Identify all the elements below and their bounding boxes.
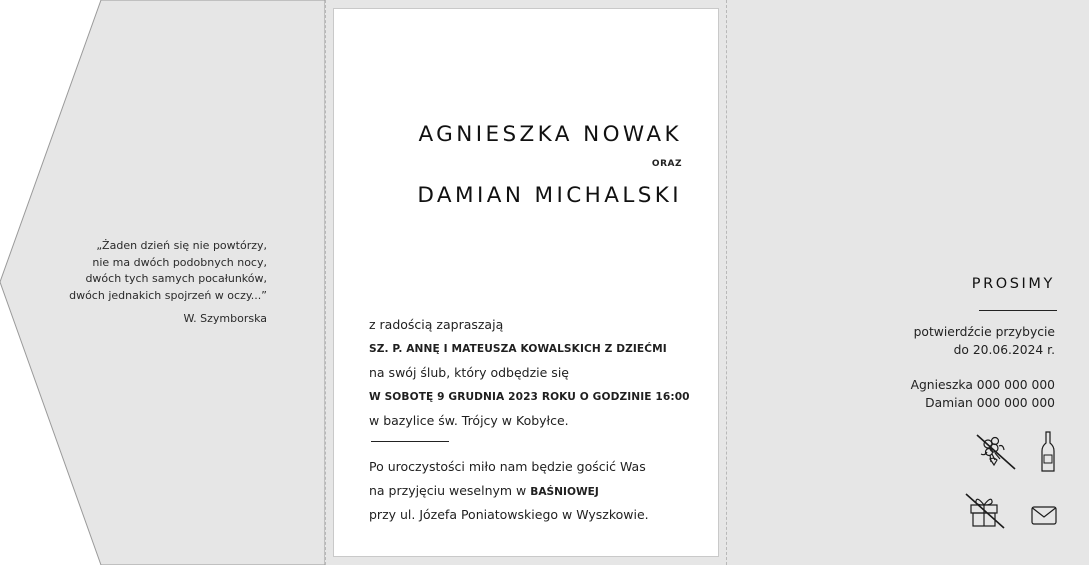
couple-names — [417, 122, 682, 208]
invitation-body — [369, 313, 699, 527]
quote-author: W. Szymborska — [183, 312, 267, 325]
wine-bottle-icon — [1040, 431, 1056, 473]
rsvp-heading: PROSIMY — [971, 276, 1055, 292]
rsvp-confirm-line-2: do 20.06.2024 r. — [953, 343, 1055, 357]
quote-line: „Żaden dzień się nie powtórzy, — [96, 239, 267, 252]
reception-line-1: Po uroczystości miło nam będzie gościć Was — [369, 459, 646, 474]
quote-line: dwóch jednakich spojrzeń w oczy...” — [69, 288, 267, 302]
center-panel — [325, 0, 727, 565]
quote-block — [69, 238, 267, 328]
wedding-line: na swój ślub, który odbędzie się — [369, 365, 569, 380]
reception-venue: BAŚNIOWEJ — [530, 486, 599, 498]
phone-bride: Agnieszka 000 000 000 — [910, 378, 1055, 392]
church-line: w bazylice św. Trójcy w Kobyłce. — [369, 413, 569, 428]
rsvp-divider — [979, 310, 1057, 311]
no-gifts-icon — [964, 491, 1006, 531]
reception-prefix: na przyjęciu weselnym w — [369, 483, 531, 498]
rsvp-confirm-line-1: potwierdźcie przybycie — [913, 325, 1055, 339]
no-flowers-icon — [975, 432, 1017, 472]
conjunction: ORAZ — [651, 159, 682, 169]
right-panel — [727, 0, 1089, 565]
divider — [371, 441, 449, 442]
phone-groom: Damian 000 000 000 — [925, 396, 1055, 410]
rsvp-confirm — [914, 323, 1055, 359]
bride-name: AGNIESZKA NOWAK — [418, 122, 682, 147]
guests-line: SZ. P. ANNĘ I MATEUSZA KOWALSKICH Z DZIEĆMI — [369, 343, 667, 355]
quote-line: dwóch tych samych pocałunków, — [85, 272, 267, 285]
invitation-card — [333, 8, 719, 557]
reception-line-3: przy ul. Józefa Poniatowskiego w Wyszkowie. — [369, 507, 649, 522]
quote-line: nie ma dwóch podobnych nocy, — [92, 255, 267, 269]
date-line: W SOBOTĘ 9 GRUDNIA 2023 ROKU O GODZINIE 16:00 — [369, 391, 690, 403]
reception-line-2 — [369, 479, 699, 503]
left-panel — [0, 0, 325, 565]
groom-name: DAMIAN MICHALSKI — [417, 183, 682, 208]
rsvp-phones — [911, 376, 1055, 412]
intro-line: z radością zapraszają — [369, 317, 504, 332]
envelope-icon — [1031, 506, 1057, 525]
